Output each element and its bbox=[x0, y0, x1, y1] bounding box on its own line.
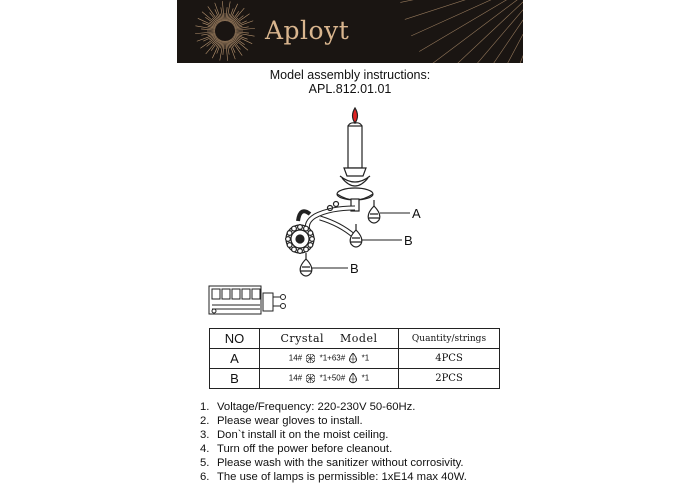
row-quantity: 4PCS bbox=[399, 349, 500, 369]
teardrop-crystal-icon bbox=[349, 373, 357, 384]
label-b-upper: B bbox=[404, 233, 413, 248]
lamp-drawing bbox=[270, 96, 430, 286]
label-a: A bbox=[412, 206, 421, 221]
label-b-lower: B bbox=[350, 261, 359, 276]
octagon-crystal-icon bbox=[306, 374, 315, 383]
list-item: 6. The use of lamps is permissible: 1xE14 max 40W. bbox=[200, 471, 467, 483]
octagon-crystal-icon bbox=[306, 354, 315, 363]
table-row bbox=[210, 349, 500, 369]
table-header-row bbox=[210, 329, 500, 349]
brand-banner bbox=[177, 0, 523, 63]
row-code: B bbox=[210, 369, 260, 389]
brand-logo-text: Aployt bbox=[265, 16, 350, 45]
list-item: 5. Please wash with the sanitizer without corrosivity. bbox=[200, 457, 464, 469]
model-number: APL.812.01.01 bbox=[308, 82, 392, 96]
row-crystal-desc: 14# *1+50# *1 bbox=[260, 369, 399, 389]
sun-ray-icon bbox=[177, 0, 523, 63]
row-crystal-desc: 14# *1+63# *1 bbox=[260, 349, 399, 369]
terminal-block-diagram bbox=[208, 283, 292, 317]
crystal-spec-table bbox=[209, 328, 500, 389]
instruction-notes bbox=[200, 400, 467, 484]
list-item: 2. Please wear gloves to install. bbox=[200, 415, 363, 427]
row-code: A bbox=[210, 349, 260, 369]
table-row bbox=[210, 369, 500, 389]
header-quantity: Quantity/strings bbox=[399, 329, 500, 349]
list-item: 3. Don`t install it on the moist ceiling. bbox=[200, 429, 389, 441]
page-title: Model assembly instructions: bbox=[269, 68, 431, 82]
header-no: NO bbox=[210, 329, 260, 349]
header-crystal-model: Crystal Model bbox=[260, 329, 399, 349]
teardrop-crystal-icon bbox=[349, 353, 357, 364]
row-quantity: 2PCS bbox=[399, 369, 500, 389]
list-item: 4. Turn off the power before cleanout. bbox=[200, 443, 393, 455]
list-item: 1. Voltage/Frequency: 220-230V 50-60Hz. bbox=[200, 401, 416, 413]
